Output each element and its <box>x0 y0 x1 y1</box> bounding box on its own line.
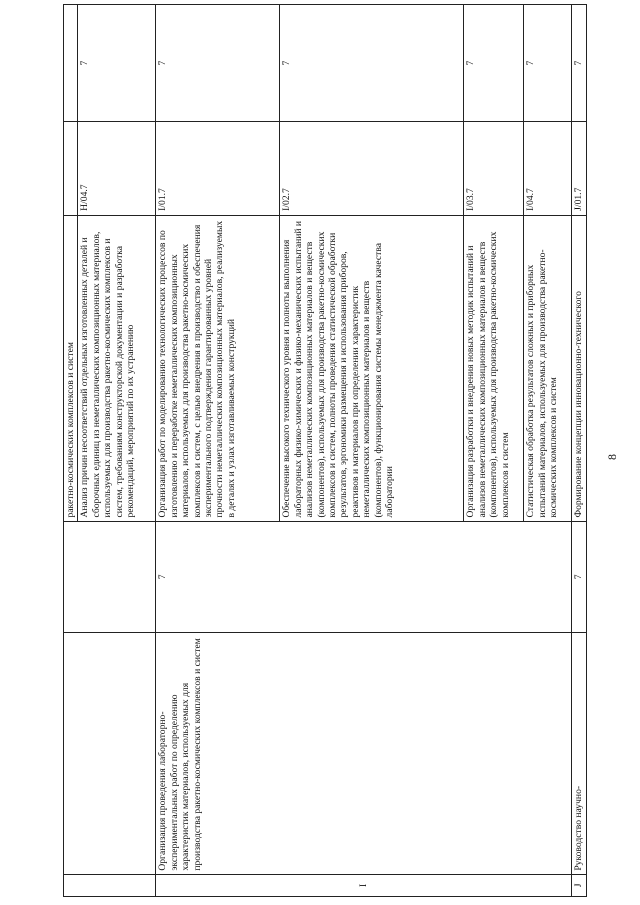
sublevel-cell: 7 <box>572 5 586 122</box>
function-code: J/01.7 <box>572 122 586 216</box>
function-code: I/01.7 <box>156 122 280 216</box>
qualification-level: 7 <box>156 521 572 633</box>
sublevel-cell: 7 <box>156 5 280 122</box>
function-code: I/02.7 <box>280 122 464 216</box>
table-row <box>572 5 586 897</box>
sublevel-cell: 7 <box>464 5 524 122</box>
sublevel-cell: 7 <box>78 5 156 122</box>
table-row <box>64 5 78 897</box>
function-code: I/04.7 <box>524 122 572 216</box>
sublevel-cell: 7 <box>524 5 572 122</box>
page-number: 8 <box>605 454 619 460</box>
sublevel-cell <box>64 5 78 122</box>
labor-function-text: ракетно-космических комплексов и систем <box>64 215 78 521</box>
function-code <box>64 122 78 216</box>
row-letter: I <box>156 874 572 896</box>
row-letter: J <box>572 874 586 896</box>
labor-function-text: Статистическая обработка результатов сложных и приборных испытаний материалов, используемых для производства ракетно-космических комплексов и систем <box>524 215 572 521</box>
generalized-function-name: Руководство научно- <box>572 633 586 874</box>
row-letter-cell <box>64 874 156 896</box>
labor-function-text: Организация работ по моделированию технологических процессов по изготовлению и переработке неметаллических композиционных материалов, используемых для производства ракетно-космических комплексов и систем, с целью внедрения в производство и обеспечения экспериментального подтверждения гарантированных уровней прочности неметаллических композиционных материалов, реализуемых в деталях и узлах изготавливаемых конструкций <box>156 215 280 521</box>
function-code: H/04.7 <box>78 122 156 216</box>
qualification-level-cell <box>64 521 156 633</box>
labor-function-text: Организация разработки и внедрения новых методик испытаний и анализов неметаллических композиционных материалов и веществ (компонентов), используемых для производства ракетно-космических комплексов и систем <box>464 215 524 521</box>
labor-function-text: Обеспечение высокого технического уровня и полноты выполнения лабораторных физико-химических и физико-механических испытаний и анализов неметаллических композиционных материалов и веществ (компонентов), используемых для производства ракетно-космических комплексов и систем, полноты проведения статистической обработки результатов, эргономики размещения и использования приборов, реактивов и материалов при определении характеристик неметаллических композиционных материалов и веществ (компонентов), функционирования системы менеджмента качества лаборатории <box>280 215 464 521</box>
qualification-level: 7 <box>572 521 586 633</box>
generalized-function-name: Организация проведения лабораторно-экспериментальных работ по определению характеристик материалов, используемых для производства ракетно-космических комплексов и систем <box>156 633 572 874</box>
function-name-cell <box>64 633 156 874</box>
labor-function-text: Анализ причин несоответствий отдельных изготовленных деталей и сборочных единиц из неметаллических композиционных материалов, используемых для производства ракетно-космических комплексов и систем, требованиям конструкторской документации и разработка рекомендаций, мероприятий по их устранению <box>78 215 156 521</box>
function-code: I/03.7 <box>464 122 524 216</box>
labor-function-text: Формирование концепции инновационно-технического <box>572 215 586 521</box>
functions-table <box>63 4 587 897</box>
sublevel-cell: 7 <box>280 5 464 122</box>
table-row <box>156 5 280 897</box>
